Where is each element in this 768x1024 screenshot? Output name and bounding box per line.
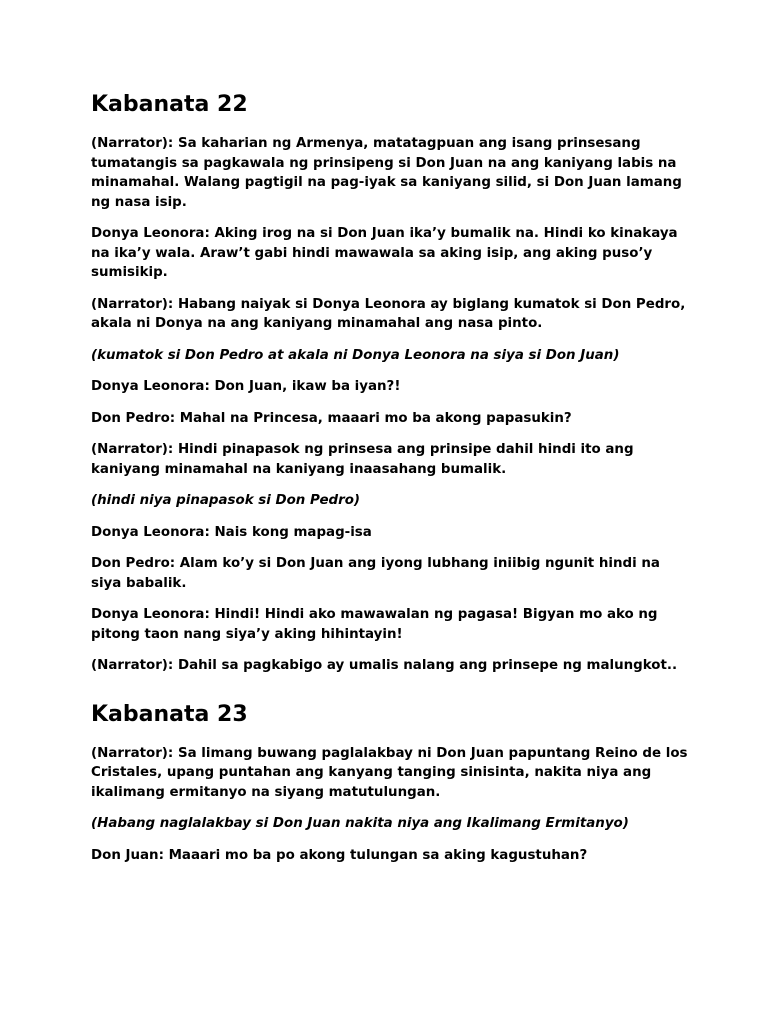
chapter-22: [91, 90, 691, 676]
stage-direction: (kumatok si Don Pedro at akala ni Donya Leonora na siya si Don Juan): [91, 347, 620, 363]
stage-direction: (hindi niya pinapasok si Don Pedro): [91, 493, 361, 508]
paragraph: (Narrator): Sa limang buwang paglalakbay ni Don Juan papuntang Reino de los Cristales, upang puntahan ang kanyang tanging sinisinta, nakita niya ang ikalimang ermitanyo na siyang matutulungan.: [91, 745, 688, 800]
stage-direction: (Habang naglalakbay si Don Juan nakita niya ang Ikalimang Ermitanyo): [91, 816, 629, 831]
paragraph: Donya Leonora: Don Juan, ikaw ba iyan?!: [91, 379, 401, 394]
paragraph: (Narrator): Hindi pinapasok ng prinsesa ang prinsipe dahil hindi ito ang kaniyang minamahal na kaniyang inaasahang bumalik.: [91, 442, 634, 477]
document-page: [91, 90, 691, 877]
paragraph: (Narrator): Sa kaharian ng Armenya, matatagpuan ang isang prinsesang tumatangis sa pagkawala ng prinsipeng si Don Juan na ang kaniyang labis na minamahal. Walang pagtigil na pag-iyak sa kaniyang silid, si Don Juan lamang ng nasa isip.: [91, 136, 682, 210]
chapter-title: Kabanata 23: [91, 701, 248, 727]
paragraph: (Narrator): Habang naiyak si Donya Leonora ay biglang kumatok si Don Pedro, akala ni Donya na ang kaniyang minamahal ang nasa pinto.: [91, 296, 686, 331]
paragraph: (Narrator): Dahil sa pagkabigo ay umalis nalang ang prinsepe ng malungkot..: [91, 658, 678, 673]
paragraph: Don Pedro: Mahal na Princesa, maaari mo ba akong papasukin?: [91, 410, 572, 426]
paragraph: Donya Leonora: Nais kong mapag-isa: [91, 524, 372, 540]
paragraph: Don Pedro: Alam ko’y si Don Juan ang iyong lubhang iniibig ngunit hindi na siya babalik.: [91, 556, 660, 591]
chapter-title: Kabanata 22: [91, 92, 248, 117]
paragraph: Donya Leonora: Aking irog na si Don Juan ika’y bumalik na. Hindi ko kinakaya na ika’y wala. Araw’t gabi hindi mawawala sa aking isip, ang aking puso’y sumisikip.: [91, 226, 678, 280]
paragraph: Donya Leonora: Hindi! Hindi ako mawawalan ng pagasa! Bigyan mo ako ng pitong taon nang siya’y aking hihintayin!: [91, 607, 658, 642]
paragraph: Don Juan: Maaari mo ba po akong tulungan sa aking kagustuhan?: [91, 847, 588, 863]
chapter-23: [91, 700, 691, 866]
